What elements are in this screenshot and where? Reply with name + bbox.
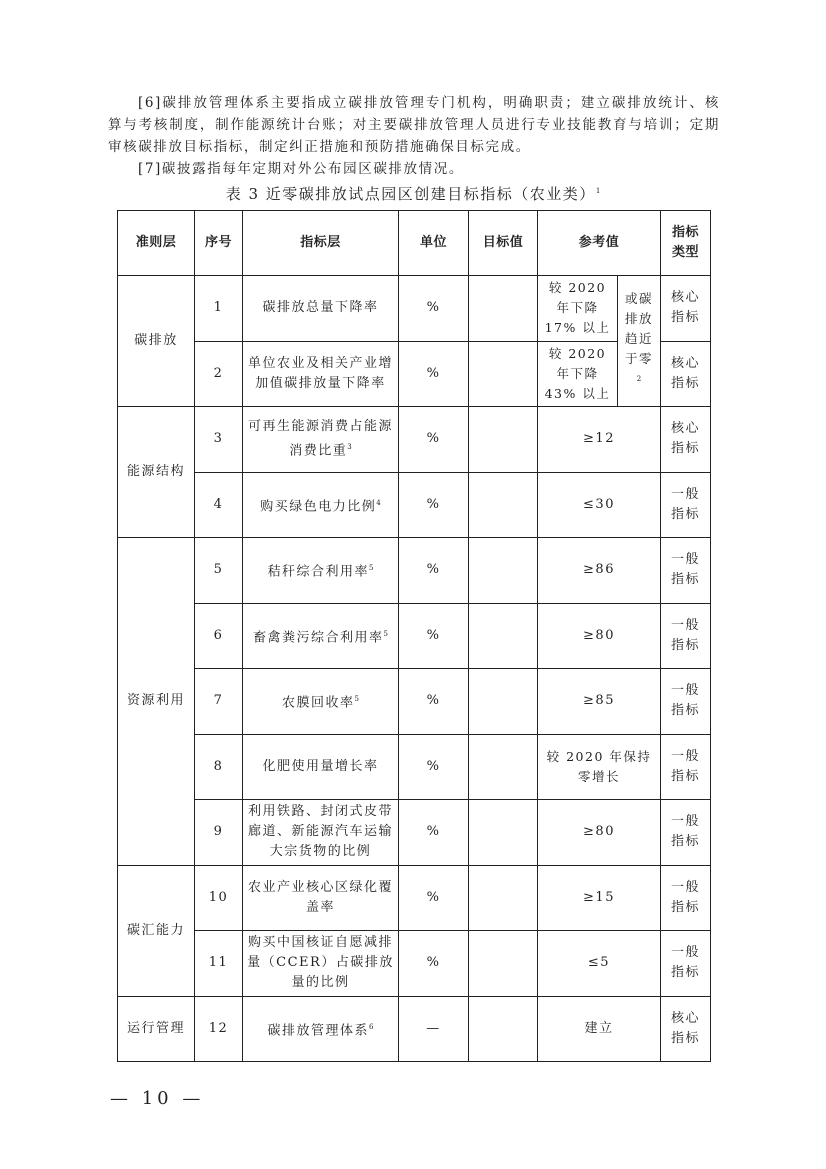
type-cell: 一般指标 <box>661 603 711 669</box>
criteria-cell: 运行管理 <box>118 996 195 1062</box>
table-row <box>118 669 711 735</box>
table-row <box>118 865 711 931</box>
indicator-text: 农膜回收率 <box>282 695 355 711</box>
no-cell: 9 <box>195 800 243 866</box>
footnote-marker: 5 <box>354 695 359 704</box>
no-cell: 10 <box>195 865 243 931</box>
type-cell: 核心指标 <box>661 996 711 1062</box>
target-cell <box>469 276 538 342</box>
table-row <box>118 734 711 800</box>
target-cell <box>469 603 538 669</box>
indicator-cell <box>243 603 399 669</box>
shared-reference-text: 或碳排放趋近于零 <box>624 291 653 367</box>
no-cell: 8 <box>195 734 243 800</box>
caption-text: 表 3 近零碳排放试点园区创建目标指标（农业类） <box>225 185 596 203</box>
reference-cell: 建立 <box>538 996 661 1062</box>
table-header-row <box>118 211 711 276</box>
target-cell <box>469 996 538 1062</box>
table-row <box>118 931 711 997</box>
table-row <box>118 472 711 538</box>
footnote-marker: 3 <box>347 443 352 452</box>
unit-cell: % <box>399 734 469 800</box>
reference-cell: ≥86 <box>538 538 661 604</box>
unit-cell: % <box>399 538 469 604</box>
indicator-text: 购买绿色电力比例 <box>260 498 377 514</box>
unit-cell: % <box>399 407 469 473</box>
unit-cell: % <box>399 603 469 669</box>
paragraph-text: [6]碳排放管理体系主要指成立碳排放管理专门机构，明确职责；建立碳排放统计、核算与考核制度，制作能源统计台账；对主要碳排放管理人员进行专业技能教育与培训；定期审核碳排放目标指标，制定纠正措施和预防措施确保目标完成。 <box>108 95 720 155</box>
reference-cell: ≥80 <box>538 800 661 866</box>
type-cell: 一般指标 <box>661 472 711 538</box>
type-cell: 一般指标 <box>661 734 711 800</box>
target-cell <box>469 407 538 473</box>
table-row <box>118 276 711 342</box>
unit-cell: % <box>399 472 469 538</box>
footnote-marker: 4 <box>376 498 381 507</box>
no-cell: 12 <box>195 996 243 1062</box>
page-number: — 10 — <box>110 1088 205 1109</box>
header-target: 目标值 <box>469 211 538 276</box>
reference-cell: ≥12 <box>538 407 661 473</box>
table-caption <box>0 183 826 204</box>
table-row <box>118 407 711 473</box>
no-cell: 11 <box>195 931 243 997</box>
unit-cell: % <box>399 276 469 342</box>
indicator-cell <box>243 669 399 735</box>
type-cell: 一般指标 <box>661 669 711 735</box>
no-cell: 5 <box>195 538 243 604</box>
indicator-text: 碳排放总量下降率 <box>262 300 379 316</box>
footnote-marker: 6 <box>369 1022 374 1031</box>
indicator-cell <box>243 931 399 997</box>
criteria-cell: 资源利用 <box>118 538 195 866</box>
indicator-cell <box>243 865 399 931</box>
indicator-cell <box>243 276 399 342</box>
table-row <box>118 800 711 866</box>
no-cell: 1 <box>195 276 243 342</box>
target-cell <box>469 931 538 997</box>
criteria-cell: 碳排放 <box>118 276 195 407</box>
paragraph-note-6 <box>108 92 720 158</box>
header-unit: 单位 <box>399 211 469 276</box>
type-cell: 一般指标 <box>661 931 711 997</box>
table-row <box>118 996 711 1062</box>
unit-cell: % <box>399 669 469 735</box>
indicator-cell <box>243 407 399 473</box>
indicator-cell <box>243 538 399 604</box>
type-cell: 核心指标 <box>661 407 711 473</box>
type-cell: 核心指标 <box>661 341 711 407</box>
footnote-marker: 5 <box>369 564 374 573</box>
indicator-text: 化肥使用量增长率 <box>262 758 379 774</box>
indicator-cell <box>243 734 399 800</box>
reference-cell: ≤5 <box>538 931 661 997</box>
reference-cell: ≤30 <box>538 472 661 538</box>
unit-cell: % <box>399 341 469 407</box>
indicator-text: 畜禽粪污综合利用率 <box>253 629 384 645</box>
target-cell <box>469 800 538 866</box>
indicator-text: 农业产业核心区绿化覆盖率 <box>247 879 393 915</box>
unit-cell: — <box>399 996 469 1062</box>
criteria-cell: 能源结构 <box>118 407 195 538</box>
header-no: 序号 <box>195 211 243 276</box>
caption-footnote: 1 <box>595 187 601 195</box>
indicator-text: 秸秆综合利用率 <box>267 564 370 580</box>
table-row <box>118 603 711 669</box>
footnote-marker: 2 <box>636 375 642 384</box>
indicator-text: 购买中国核证自愿减排量（CCER）占碳排放量的比例 <box>247 935 394 991</box>
target-cell <box>469 669 538 735</box>
header-reference: 参考值 <box>538 211 661 276</box>
indicator-cell <box>243 996 399 1062</box>
shared-reference-cell <box>618 276 661 407</box>
header-criteria: 准则层 <box>118 211 195 276</box>
indicator-cell <box>243 800 399 866</box>
indicator-text: 利用铁路、封闭式皮带廊道、新能源汽车运输大宗货物的比例 <box>247 804 393 860</box>
target-cell <box>469 472 538 538</box>
criteria-cell: 碳汇能力 <box>118 865 195 996</box>
indicator-table <box>117 210 711 1062</box>
reference-cell: 较 2020 年下降 17% 以上 <box>538 276 618 342</box>
reference-cell: ≥80 <box>538 603 661 669</box>
type-cell: 核心指标 <box>661 276 711 342</box>
reference-cell: ≥85 <box>538 669 661 735</box>
reference-cell: 较 2020 年保持零增长 <box>538 734 661 800</box>
target-cell <box>469 865 538 931</box>
indicator-cell <box>243 341 399 407</box>
header-indicator: 指标层 <box>243 211 399 276</box>
unit-cell: % <box>399 800 469 866</box>
paragraph-text: [7]碳披露指每年定期对外公布园区碳排放情况。 <box>138 161 464 177</box>
indicator-text: 可再生能源消费占能源消费比重 <box>247 419 393 459</box>
unit-cell: % <box>399 865 469 931</box>
no-cell: 7 <box>195 669 243 735</box>
type-cell: 一般指标 <box>661 865 711 931</box>
table-row <box>118 538 711 604</box>
indicator-cell <box>243 472 399 538</box>
unit-cell: % <box>399 931 469 997</box>
target-cell <box>469 341 538 407</box>
type-cell: 一般指标 <box>661 538 711 604</box>
target-cell <box>469 538 538 604</box>
header-type: 指标类型 <box>661 211 711 276</box>
indicator-text: 碳排放管理体系 <box>267 1022 370 1038</box>
indicator-text: 单位农业及相关产业增加值碳排放量下降率 <box>247 355 393 391</box>
no-cell: 2 <box>195 341 243 407</box>
no-cell: 4 <box>195 472 243 538</box>
reference-cell: ≥15 <box>538 865 661 931</box>
no-cell: 3 <box>195 407 243 473</box>
paragraph-note-7 <box>108 158 720 180</box>
no-cell: 6 <box>195 603 243 669</box>
footnote-marker: 5 <box>383 629 388 638</box>
reference-cell: 较 2020 年下降 43% 以上 <box>538 341 618 407</box>
type-cell: 一般指标 <box>661 800 711 866</box>
target-cell <box>469 734 538 800</box>
